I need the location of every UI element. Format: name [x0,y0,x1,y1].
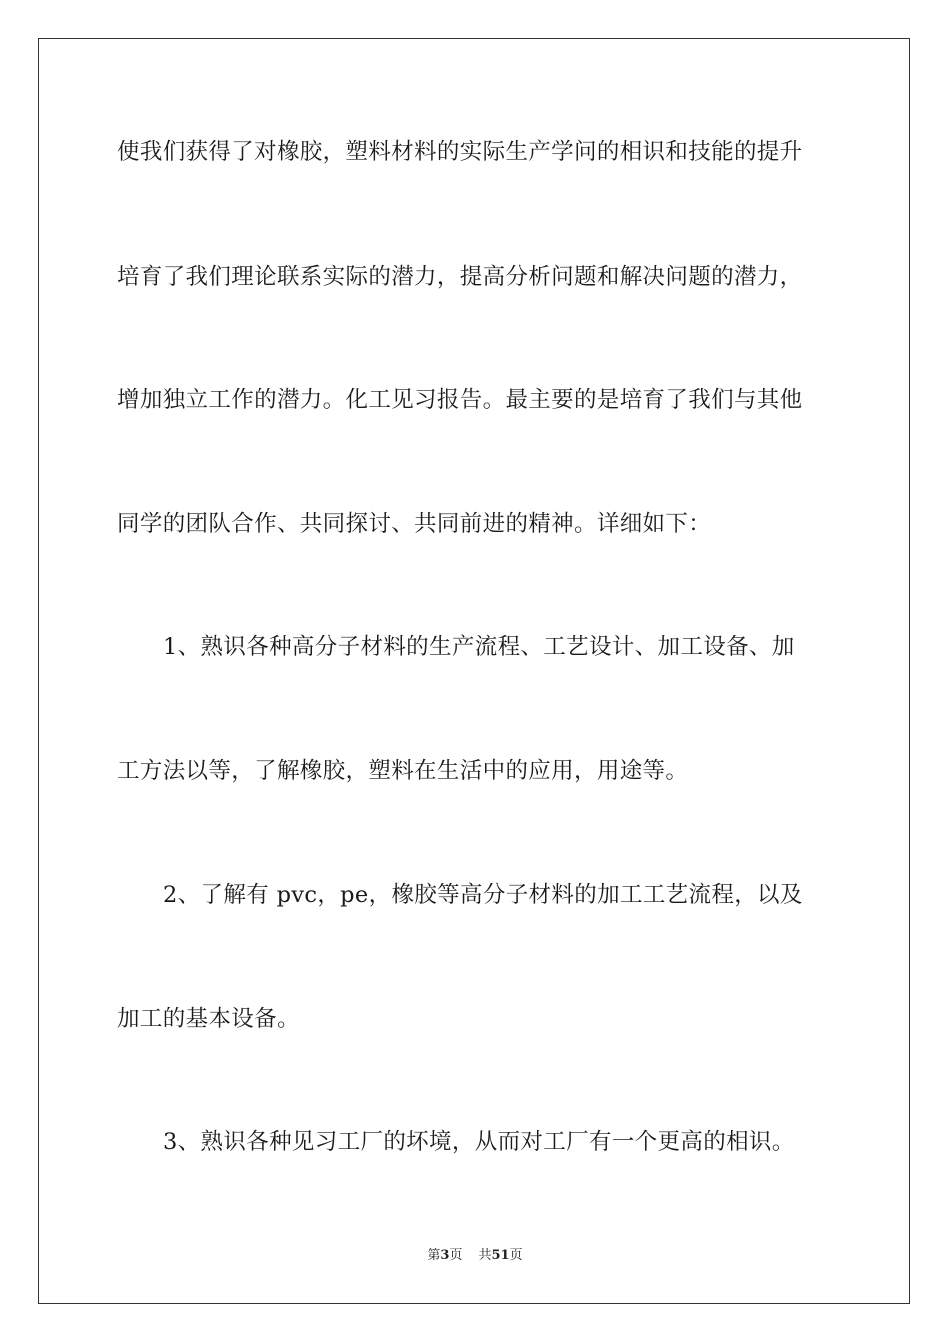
text-line-1: 使我们获得了对橡胶，塑料材料的实际生产学问的相识和技能的提升 [117,139,803,165]
text-line-9: 3、熟识各种见习工厂的坏境，从而对工厂有一个更高的相识。 [163,1129,795,1155]
total-suffix: 页 [509,1248,523,1263]
page-border [38,38,910,1304]
page-prefix: 第 [427,1248,441,1263]
total-pages: 51 [491,1248,510,1263]
text-line-5: 1、熟识各种高分子材料的生产流程、工艺设计、加工设备、加 [163,634,795,660]
page-footer [0,1248,950,1264]
page-number: 3 [440,1248,450,1263]
page-suffix: 页 [449,1248,463,1263]
text-line-8: 加工的基本设备。 [117,1006,300,1032]
text-line-4: 同学的团队合作、共同探讨、共同前进的精神。详细如下： [117,511,712,537]
total-prefix: 共 [478,1248,492,1263]
text-line-7: 2、了解有 pvc，pe，橡胶等高分子材料的加工工艺流程，以及 [163,882,803,908]
text-line-3: 增加独立工作的潜力。化工见习报告。最主要的是培育了我们与其他 [117,387,803,413]
text-line-6: 工方法以等，了解橡胶，塑料在生活中的应用，用途等。 [117,758,689,784]
text-line-2: 培育了我们理论联系实际的潜力，提高分析问题和解决问题的潜力， [117,264,803,290]
